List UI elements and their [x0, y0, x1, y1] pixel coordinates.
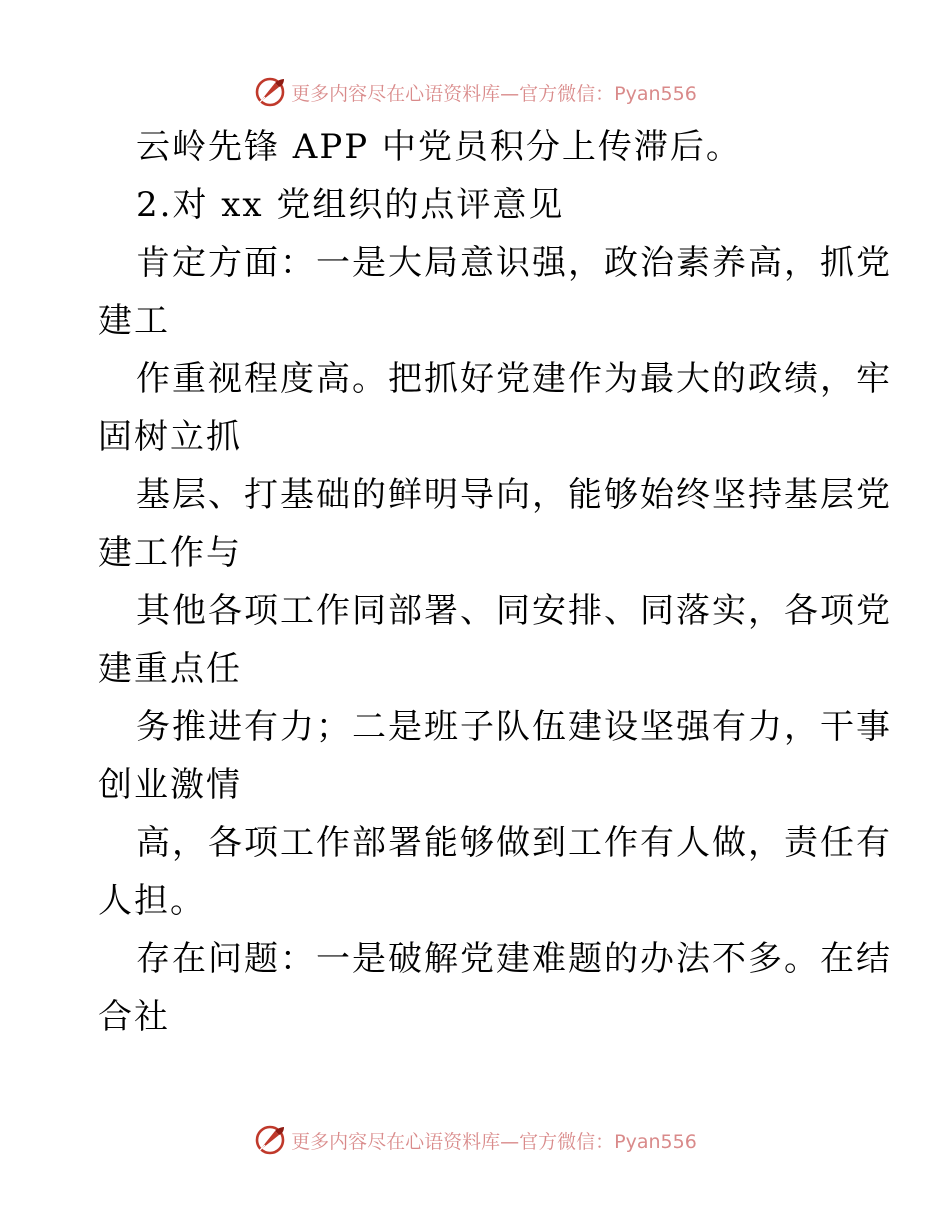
text-line: 肯定方面：一是大局意识强，政治素养高，抓党	[136, 243, 892, 283]
watermark-text: 更多内容尽在心语资料库—官方微信：Pyan556	[291, 1130, 697, 1153]
text-line: 2.对 xx 党组织的点评意见	[136, 185, 565, 225]
document-body	[98, 118, 892, 1046]
text-line: 固树立抓	[98, 417, 242, 457]
text-line: 务推进有力；二是班子队伍建设坚强有力，干事	[136, 707, 892, 747]
footer-watermark	[0, 1120, 950, 1160]
header-watermark	[0, 72, 950, 112]
text-line: 其他各项工作同部署、同安排、同落实，各项党	[136, 591, 892, 631]
text-line: 建工	[98, 301, 170, 341]
text-line: 建工作与	[98, 533, 242, 573]
watermark-text: 更多内容尽在心语资料库—官方微信：Pyan556	[291, 82, 697, 105]
quill-logo-icon	[253, 1123, 287, 1157]
text-line: 创业激情	[98, 765, 242, 805]
text-line: 建重点任	[98, 649, 242, 689]
text-line: 云岭先锋 APP 中党员积分上传滞后。	[136, 127, 742, 167]
text-line: 基层、打基础的鲜明导向，能够始终坚持基层党	[136, 475, 892, 515]
text-line: 存在问题：一是破解党建难题的办法不多。在结	[136, 939, 892, 979]
text-line: 人担。	[98, 881, 206, 921]
text-line: 高，各项工作部署能够做到工作有人做，责任有	[136, 823, 892, 863]
quill-logo-icon	[253, 75, 287, 109]
text-line: 合社	[98, 997, 170, 1037]
text-line: 作重视程度高。把抓好党建作为最大的政绩，牢	[136, 359, 892, 399]
